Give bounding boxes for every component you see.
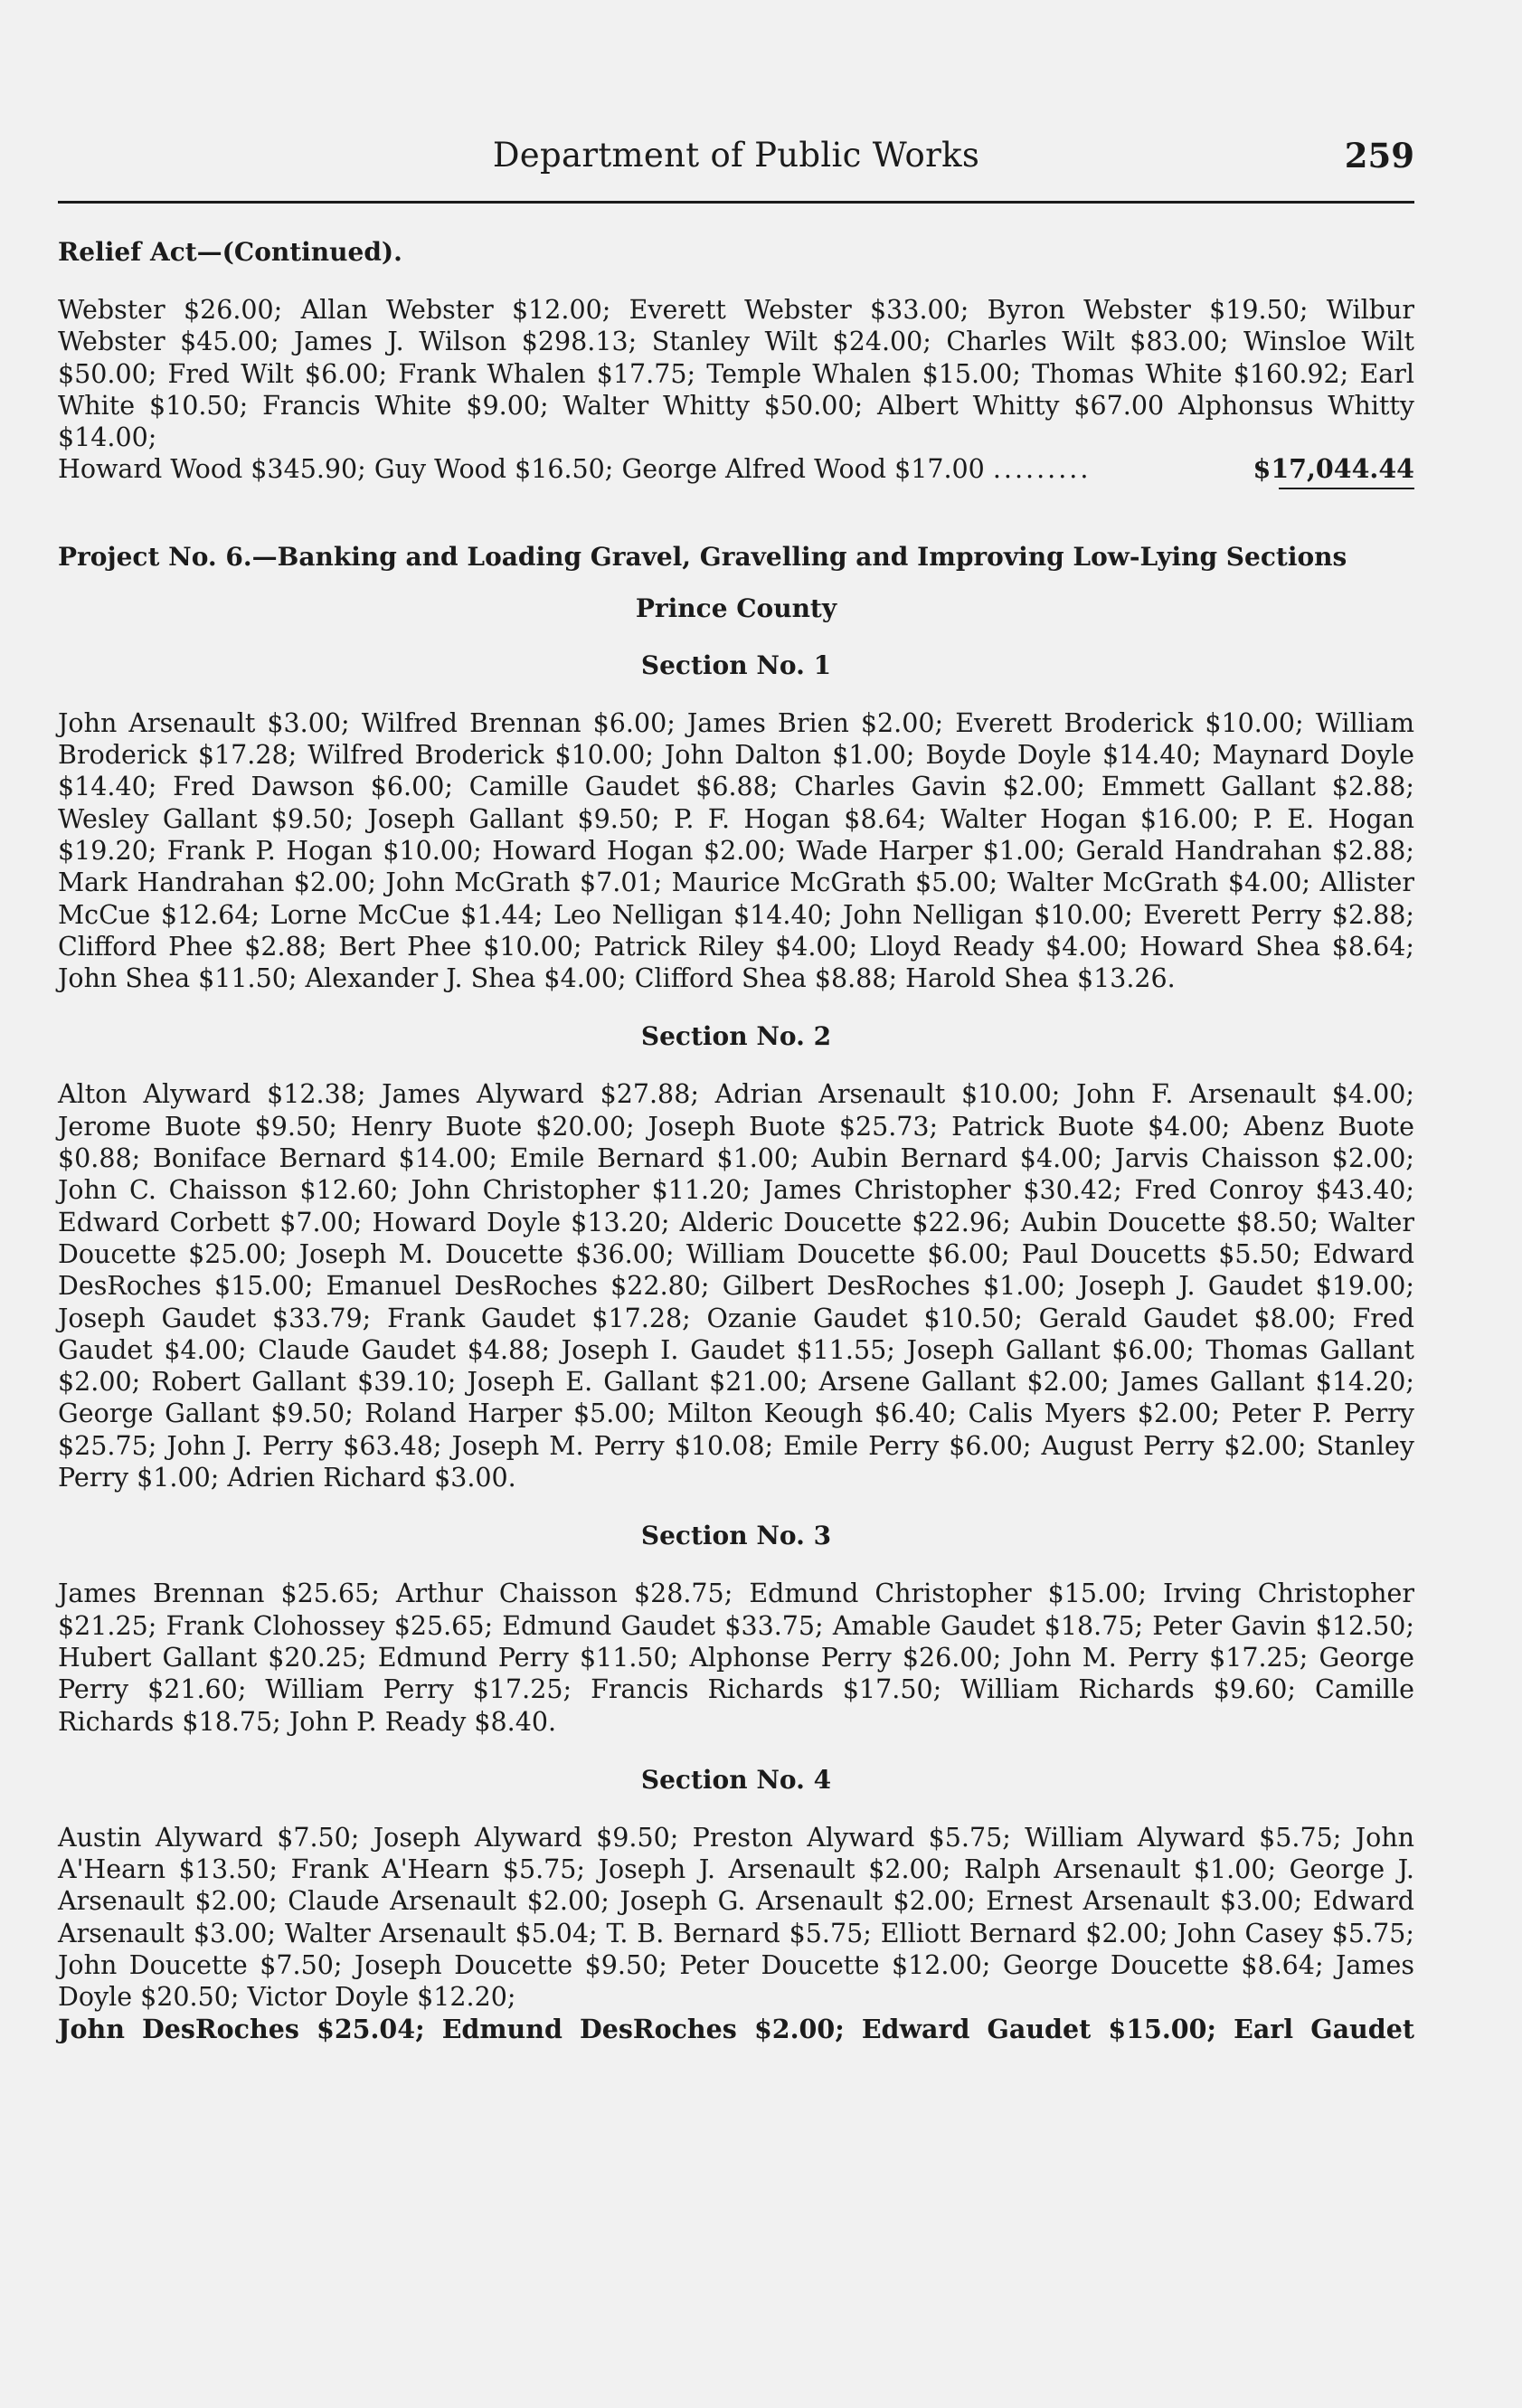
section-heading: Section No. 2 (640, 1021, 832, 1052)
header-rule (58, 201, 1414, 204)
section-heading: Section No. 4 (640, 1764, 832, 1795)
relief-act-paragraph (58, 294, 1414, 453)
relief-act-total-line (58, 453, 1414, 485)
section-heading: Section No. 3 (640, 1521, 832, 1551)
section-paragraph: John Arsenault $3.00; Wilfred Brennan $6.00; James Brien $2.00; Everett Broderick $10.00; William Broderick $17.28; Wilfred Broderick $10.00; John Dalton $1.00; Boyde Doyle $14.40; Maynard Doyle $14.40; Fred Dawson $6.00; Camille Gaudet $6.88; Charles Gavin $2.00; Emmett Gallant $2.88; Wesley Gallant $9.50; Joseph Gallant $9.50; P. F. Hogan $8.64; Walter Hogan $16.00; P. E. Hogan $19.20; Frank P. Hogan $10.00; Howard Hogan $2.00; Wade Harper $1.00; Gerald Handrahan $2.88; Mark Handrahan $2.00; John McGrath $7.01; Maurice McGrath $5.00; Walter McGrath $4.00; Allister McCue $12.64; Lorne McCue $1.44; Leo Nelligan $14.40; John Nelligan $10.00; Everett Perry $2.88; Clifford Phee $2.88; Bert Phee $10.00; Patrick Riley $4.00; Lloyd Ready $4.00; Howard Shea $8.64; John Shea $11.50; Alexander J. Shea $4.00; Clifford Shea $8.88; Harold Shea $13.26. (58, 707, 1414, 994)
total-rule (1279, 488, 1414, 489)
relief-act-text: Webster $26.00; Allan Webster $12.00; Everett Webster $33.00; Byron Webster $19.50; Wilbur Webster $45.00; James J. Wilson $298.13; Stanley Wilt $24.00; Charles Wilt $83.00; Winsloe Wilt $50.00; Fred Wilt $6.00; Frank Whalen $17.75; Temple Whalen $15.00; Thomas White $160.92; Earl White $10.50; Francis White $9.00; Walter Whitty $50.00; Albert Whitty $67.00 Alphonsus Whitty $14.00; (58, 295, 1414, 453)
page-header (58, 136, 1414, 190)
section-heading: Section No. 1 (640, 649, 832, 680)
relief-act-last-line: Howard Wood $345.90; Guy Wood $16.50; George Alfred Wood $17.00 (58, 454, 985, 485)
section-bold-line: John DesRoches $25.04; Edmund DesRoches $2.00; Edward Gaudet $15.00; Earl Gaudet (58, 2013, 1414, 2044)
section-paragraph: Austin Alyward $7.50; Joseph Alyward $9.50; Preston Alyward $5.75; William Alyward $5.75; John A'Hearn $13.50; Frank A'Hearn $5.75; Joseph J. Arsenault $2.00; Ralph Arsenault $1.00; George J. Arsenault $2.00; Claude Arsenault $2.00; Joseph G. Arsenault $2.00; Ernest Arsenault $3.00; Edward Arsenault $3.00; Walter Arsenault $5.04; T. B. Bernard $5.75; Elliott Bernard $2.00; John Casey $5.75; John Doucette $7.50; Joseph Doucette $9.50; Peter Doucette $12.00; George Doucette $8.64; James Doyle $20.50; Victor Doyle $12.20; (58, 1822, 1414, 2013)
relief-act-heading: Relief Act—(Continued). (58, 237, 402, 267)
page-number: 259 (1344, 136, 1414, 175)
relief-act-total: $17,044.44 (1253, 453, 1414, 485)
running-title: Department of Public Works (492, 136, 980, 175)
leader-dots: ......... (992, 454, 1092, 485)
county-heading: Prince County (635, 593, 837, 623)
page-body (58, 237, 1414, 2045)
section-paragraph: James Brennan $25.65; Arthur Chaisson $28.75; Edmund Christopher $15.00; Irving Christopher $21.25; Frank Clohossey $25.65; Edmund Gaudet $33.75; Amable Gaudet $18.75; Peter Gavin $12.50; Hubert Gallant $20.25; Edmund Perry $11.50; Alphonse Perry $26.00; John M. Perry $17.25; George Perry $21.60; William Perry $17.25; Francis Richards $17.50; William Richards $9.60; Camille Richards $18.75; John P. Ready $8.40. (58, 1578, 1414, 1737)
project-heading: Project No. 6.—Banking and Loading Gravel, Gravelling and Improving Low-Lying Sections (58, 541, 1347, 572)
section-paragraph: Alton Alyward $12.38; James Alyward $27.88; Adrian Arsenault $10.00; John F. Arsenault $4.00; Jerome Buote $9.50; Henry Buote $20.00; Joseph Buote $25.73; Patrick Buote $4.00; Abenz Buote $0.88; Boniface Bernard $14.00; Emile Bernard $1.00; Aubin Bernard $4.00; Jarvis Chaisson $2.00; John C. Chaisson $12.60; John Christopher $11.20; James Christopher $30.42; Fred Conroy $43.40; Edward Corbett $7.00; Howard Doyle $13.20; Alderic Doucette $22.96; Aubin Doucette $8.50; Walter Doucette $25.00; Joseph M. Doucette $36.00; William Doucette $6.00; Paul Doucetts $5.50; Edward DesRoches $15.00; Emanuel DesRoches $22.80; Gilbert DesRoches $1.00; Joseph J. Gaudet $19.00; Joseph Gaudet $33.79; Frank Gaudet $17.28; Ozanie Gaudet $10.50; Gerald Gaudet $8.00; Fred Gaudet $4.00; Claude Gaudet $4.88; Joseph I. Gaudet $11.55; Joseph Gallant $6.00; Thomas Gallant $2.00; Robert Gallant $39.10; Joseph E. Gallant $21.00; Arsene Gallant $2.00; James Gallant $14.20; George Gallant $9.50; Roland Harper $5.00; Milton Keough $6.40; Calis Myers $2.00; Peter P. Perry $25.75; John J. Perry $63.48; Joseph M. Perry $10.08; Emile Perry $6.00; August Perry $2.00; Stanley Perry $1.00; Adrien Richard $3.00. (58, 1079, 1414, 1493)
